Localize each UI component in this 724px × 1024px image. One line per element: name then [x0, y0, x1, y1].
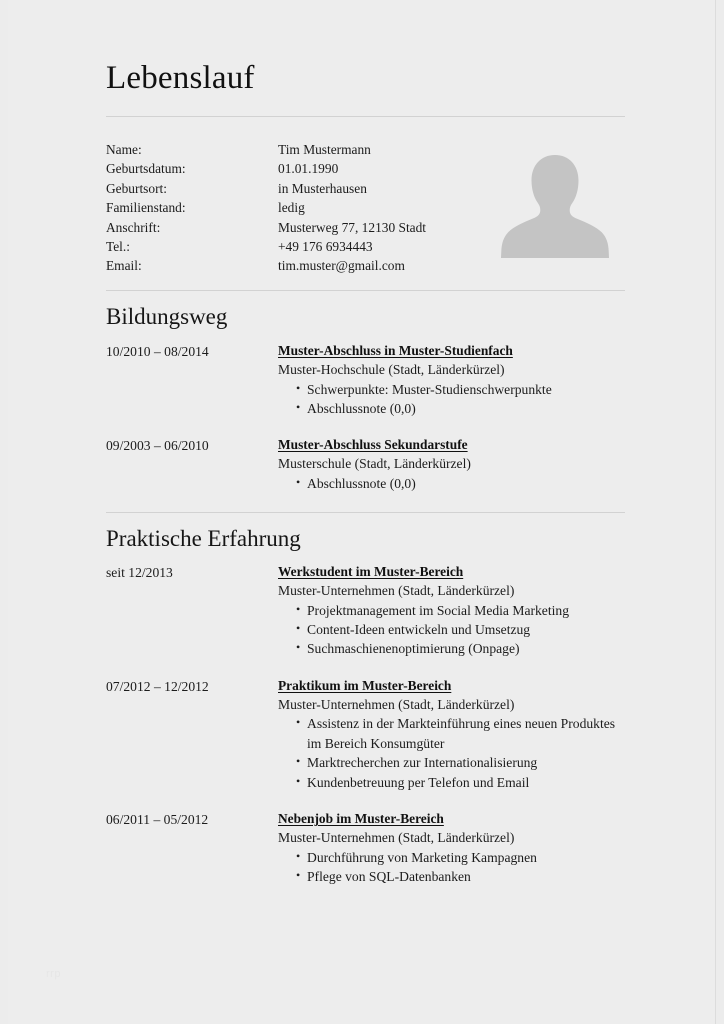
entry-bullet-list [278, 601, 628, 659]
entry-organization: Muster-Unternehmen (Stadt, Länderkürzel) [278, 696, 515, 712]
entry-body [278, 562, 628, 659]
resume-page [8, 0, 716, 1024]
entry-organization: Muster-Unternehmen (Stadt, Länderkürzel) [278, 583, 515, 598]
entry-date: 06/2011 – 05/2012 [106, 812, 209, 828]
section-heading-education: Bildungsweg [106, 304, 228, 329]
personal-detail-value: Musterweg 77, 12130 Stadt [278, 219, 427, 235]
personal-detail-value: 01.01.1990 [278, 161, 339, 177]
entry-bullet: • Kundenbetreuung per Telefon und Email [278, 773, 628, 792]
entry-title: Muster-Abschluss Sekundarstufe [278, 437, 468, 453]
entry-bullet: • Durchführung von Marketing Kampagnen [278, 848, 628, 867]
section-heading-experience: Praktische Erfahrung [106, 526, 301, 551]
entry-title: Praktikum im Muster-Bereich [278, 677, 452, 693]
entry-bullet: • Schwerpunkte: Muster-Studienschwerpunkte [278, 380, 628, 399]
entry-bullet: • Content-Ideen entwickeln und Umsetzug [278, 620, 628, 639]
entry-body [278, 676, 628, 792]
personal-detail-row [106, 198, 496, 217]
personal-detail-label: Geburtsort: [106, 180, 167, 196]
personal-detail-value: in Musterhausen [278, 180, 367, 196]
personal-detail-row [106, 140, 496, 159]
entry-date: 10/2010 – 08/2014 [106, 344, 209, 359]
personal-detail-label: Anschrift: [106, 219, 161, 235]
personal-detail-label: Tel.: [106, 239, 130, 255]
entry-date: 09/2003 – 06/2010 [106, 438, 209, 454]
entry-organization: Musterschule (Stadt, Länderkürzel) [278, 456, 471, 472]
entry-organization: Muster-Hochschule (Stadt, Länderkürzel) [278, 362, 505, 377]
timeline-entry [106, 435, 628, 493]
entry-bullet: • Suchmaschienenoptimierung (Onpage) [278, 639, 628, 658]
entry-bullet: • Marktrecherchen zur Internationalisierung [278, 753, 628, 772]
personal-detail-label: Email: [106, 258, 142, 274]
divider-header [106, 116, 625, 117]
watermark: rrp [46, 968, 61, 980]
personal-detail-row [106, 218, 496, 237]
personal-detail-label: Name: [106, 142, 142, 157]
person-silhouette-icon [501, 147, 609, 266]
divider-education [106, 290, 625, 291]
entry-bullet: • Abschlussnote (0,0) [278, 399, 628, 418]
timeline-entry [106, 341, 628, 418]
personal-details-table [106, 140, 496, 276]
entry-bullet: • Pflege von SQL-Datenbanken [278, 867, 628, 886]
entry-bullet: • Assistenz in der Markteinführung eines neuen Produktes im Bereich Konsumgüter [278, 714, 628, 753]
entry-organization: Muster-Unternehmen (Stadt, Länderkürzel) [278, 830, 515, 846]
personal-detail-row [106, 256, 496, 275]
entry-title: Nebenjob im Muster-Bereich [278, 811, 444, 827]
entry-date: seit 12/2013 [106, 565, 173, 580]
entry-bullet-list [278, 380, 628, 419]
personal-detail-value: ledig [278, 200, 305, 216]
entry-date: 07/2012 – 12/2012 [106, 678, 209, 694]
entry-bullet-list [278, 474, 628, 493]
divider-experience [106, 512, 625, 513]
personal-detail-value: tim.muster@gmail.com [278, 258, 405, 274]
entry-bullet: • Projektmanagement im Social Media Marketing [278, 601, 628, 620]
timeline-entry [106, 809, 628, 886]
entry-title: Muster-Abschluss in Muster-Studienfach [278, 343, 513, 358]
timeline-entry [106, 562, 628, 659]
personal-detail-label: Familienstand: [106, 200, 186, 216]
timeline-entry [106, 676, 628, 792]
entry-bullet: • Abschlussnote (0,0) [278, 474, 628, 493]
entry-body [278, 341, 628, 418]
entry-title: Werkstudent im Muster-Bereich [278, 564, 464, 579]
entry-bullet-list [278, 848, 628, 887]
avatar [501, 147, 609, 266]
entry-bullet-list [278, 714, 628, 792]
personal-detail-row [106, 159, 496, 178]
personal-detail-label: Geburtsdatum: [106, 161, 186, 177]
personal-detail-row [106, 237, 496, 256]
education-entries [106, 341, 628, 493]
personal-detail-row [106, 179, 496, 198]
personal-detail-value: Tim Mustermann [278, 142, 371, 157]
entry-body [278, 435, 628, 493]
experience-entries [106, 562, 628, 886]
page-title: Lebenslauf [106, 60, 255, 96]
entry-body [278, 809, 628, 886]
personal-detail-value: +49 176 6934443 [278, 239, 373, 255]
